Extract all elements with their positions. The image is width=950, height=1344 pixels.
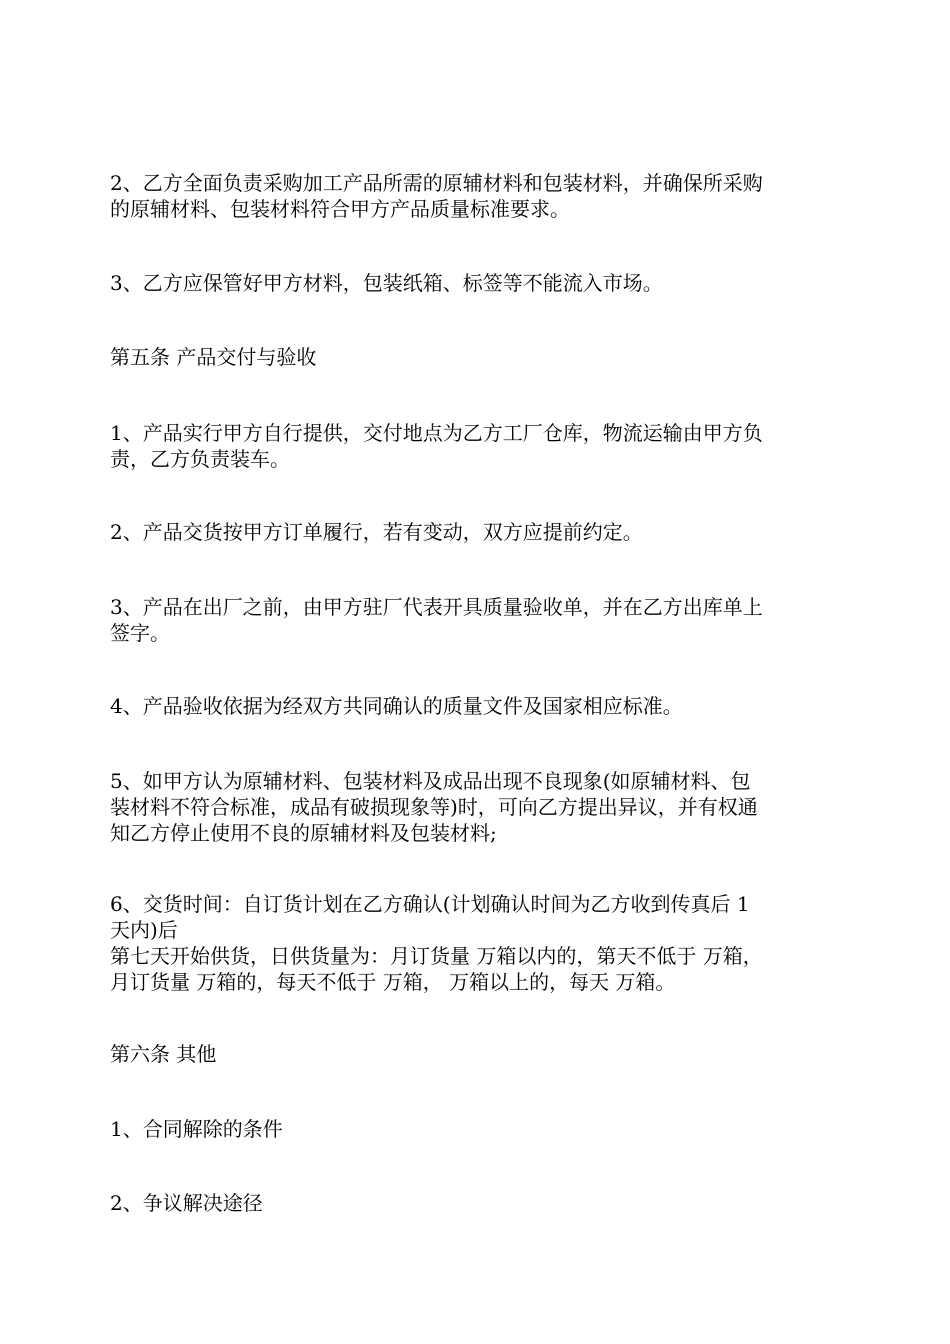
paragraph-clause-4-2 (110, 170, 850, 222)
paragraph-clause-4-3 (110, 270, 850, 296)
paragraph-clause-5-2 (110, 519, 850, 545)
paragraph-clause-5-4 (110, 693, 850, 719)
text-line: 月订货量 万箱的，每天不低于 万箱， 万箱以上的，每天 万箱。 (110, 970, 676, 994)
text-line: 第七天开始供货，日供货量为：月订货量 万箱以内的，第天不低于 万箱， (110, 944, 763, 968)
text-line: 知乙方停止使用不良的原辅材料及包装材料; (110, 821, 497, 845)
text-line: 责，乙方负责装车。 (110, 447, 290, 471)
paragraph-clause-5-5 (110, 768, 850, 846)
paragraph-clause-6-1 (110, 1116, 850, 1142)
text-line: 3、产品在出厂之前，由甲方驻厂代表开具质量验收单，并在乙方出库单上 (110, 595, 763, 619)
text-line: 签字。 (110, 621, 170, 645)
text-line: 1、产品实行甲方自行提供，交付地点为乙方工厂仓库，物流运输由甲方负 (110, 421, 763, 445)
heading-text: 第五条 产品交付与验收 (110, 345, 317, 369)
text-line: 的原辅材料、包装材料符合甲方产品质量标准要求。 (110, 197, 570, 221)
text-line: 装材料不符合标准，成品有破损现象等)时，可向乙方提出异议，并有权通 (110, 795, 758, 819)
text-line: 6、交货时间：自订货计划在乙方确认(计划确认时间为乙方收到传真后 1 (110, 892, 750, 916)
paragraph-clause-5-3 (110, 594, 850, 646)
paragraph-clause-5-6 (110, 891, 850, 995)
text-line: 1、合同解除的条件 (110, 1117, 283, 1141)
section-heading-article-6 (110, 1041, 850, 1067)
section-heading-article-5 (110, 344, 850, 370)
text-line: 2、乙方全面负责采购加工产品所需的原辅材料和包装材料，并确保所采购 (110, 171, 763, 195)
text-line: 4、产品验收依据为经双方共同确认的质量文件及国家相应标准。 (110, 694, 683, 718)
paragraph-clause-6-2 (110, 1190, 850, 1216)
text-line: 2、产品交货按甲方订单履行，若有变动，双方应提前约定。 (110, 520, 643, 544)
text-line: 天内)后 (110, 918, 178, 942)
text-line: 2、争议解决途径 (110, 1191, 263, 1215)
text-line: 5、如甲方认为原辅材料、包装材料及成品出现不良现象(如原辅材料、包 (110, 769, 751, 793)
heading-text: 第六条 其他 (110, 1042, 217, 1066)
paragraph-clause-5-1 (110, 420, 850, 472)
text-line: 3、乙方应保管好甲方材料，包装纸箱、标签等不能流入市场。 (110, 271, 663, 295)
